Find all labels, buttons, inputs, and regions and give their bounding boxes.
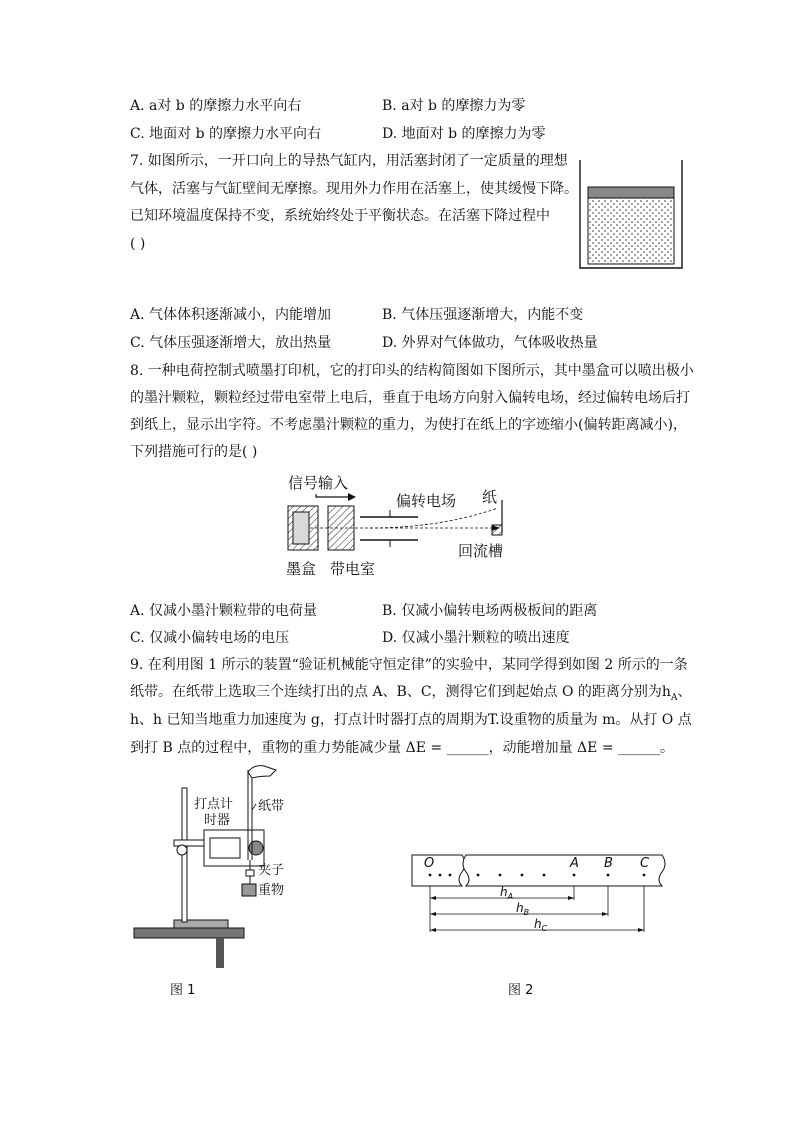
q9-line-4: 到打 B 点的过程中，重物的重力势能减少量 ΔE = ______，动能增加量 ΔE = ______。 xyxy=(130,740,675,756)
q7-line-3: 已知环境温度保持不变，系统始终处于平衡状态。在活塞下降过程中 xyxy=(130,208,550,224)
q8-option-c: C. 仅减小偏转电场的电压 xyxy=(130,630,290,646)
tape-label-hB: $h_B$ xyxy=(516,901,530,917)
figure-2-caption: 图 2 xyxy=(508,983,534,998)
q7-option-c: C. 气体压强逐渐增大，放出热量 xyxy=(130,335,332,351)
q9-line-2-wrap: 纸带。在纸带上选取三个连续打出的点 A、B、C，测得它们到起始点 O 的距离分别为$h_A$、 xyxy=(130,684,692,703)
weight xyxy=(242,884,256,896)
tape-label-O: O xyxy=(424,856,435,871)
q6-option-d: D. 地面对 b 的摩擦力为零 xyxy=(382,126,546,142)
q8-line-3: 到纸上，显示出字符。不考虑墨汁颗粒的重力，为使打在纸上的字迹缩小(偏转距离减小)， xyxy=(130,417,687,433)
q9-line-3: h、h 已知当地重力加速度为 g，打点计时器打点的周期为T.设重物的质量为 m。从打 O 点 xyxy=(130,712,692,728)
q6-option-a: A. a对 b 的摩擦力水平向右 xyxy=(130,98,302,114)
q8-option-d: D. 仅减小墨汁颗粒的喷出速度 xyxy=(382,630,570,646)
q7-option-b: B. 气体压强逐渐增大，内能不变 xyxy=(382,307,584,323)
label-weight: 重物 xyxy=(258,883,285,898)
q8-option-a: A. 仅减小墨汁颗粒带的电荷量 xyxy=(130,603,318,619)
q7-line-2: 气体，活塞与气缸壁间无摩擦。现用外力作用在活塞上，使其缓慢下降。 xyxy=(130,181,578,197)
q9-comma: 、 xyxy=(677,684,692,700)
gutter xyxy=(492,525,502,535)
q9-line-3-wrap xyxy=(130,710,692,730)
q8-option-b: B. 仅减小偏转电场两极板间的距离 xyxy=(382,603,598,619)
label-gutter: 回流槽 xyxy=(458,542,504,560)
label-ink: 墨盒 xyxy=(286,560,317,578)
q8-line-2: 的墨汁颗粒，颗粒经过带电室带上电后，垂直于电场方向射入偏转电场，经过偏转电场后打 xyxy=(130,390,690,406)
q8-printer-figure xyxy=(280,470,520,580)
q7-option-d: D. 外界对气体做功，气体吸收热量 xyxy=(382,335,598,351)
q7-line-4: ( ) xyxy=(130,236,146,252)
q6-option-c: C. 地面对 b 的摩擦力水平向右 xyxy=(130,126,321,142)
q7-option-a: A. 气体体积逐渐减小，内能增加 xyxy=(130,307,332,323)
q7-cylinder-figure xyxy=(576,160,686,272)
label-clip: 夹子 xyxy=(258,863,285,878)
tape-label-C: C xyxy=(640,856,650,871)
q9-line-1: 9. 在利用图 1 所示的装置“验证机械能守恒定律”的实验中，某同学得到如图 2 所示的一条 xyxy=(130,657,688,673)
q8-line-1: 8. 一种电荷控制式喷墨打印机，它的打印头的结构简图如下图所示，其中墨盒可以喷出极小 xyxy=(130,363,694,379)
label-tape: 纸带 xyxy=(258,799,285,814)
label-timer: 打点计 xyxy=(194,797,234,812)
tape-label-hA: $h_A$ xyxy=(500,885,514,901)
label-paper: 纸 xyxy=(482,488,498,506)
label-charge: 带电室 xyxy=(330,560,376,578)
q9-figure-1 xyxy=(130,760,300,1000)
q8-line-4: 下列措施可行的是( ) xyxy=(130,444,258,460)
label-deflect: 偏转电场 xyxy=(396,492,457,510)
figure-1-caption: 图 1 xyxy=(170,983,196,998)
q7-line-1: 7. 如图所示，一开口向上的导热气缸内，用活塞封闭了一定质量的理想 xyxy=(130,153,568,169)
stand-base xyxy=(134,928,244,938)
tape-strip xyxy=(412,855,465,886)
tape-label-B: B xyxy=(604,856,613,871)
q6-option-b: B. a对 b 的摩擦力为零 xyxy=(382,98,526,114)
tape-label-hC: $h_C$ xyxy=(534,917,548,933)
q9-figure-2 xyxy=(410,850,670,1000)
tape-label-A: A xyxy=(570,856,579,871)
cylinder-gas xyxy=(588,198,674,264)
label-timer-2: 时器 xyxy=(204,813,231,828)
label-signal: 信号输入 xyxy=(288,474,349,492)
piston xyxy=(588,187,674,198)
q9-line-2: 纸带。在纸带上选取三个连续打出的点 A、B、C，测得它们到起始点 O 的距离分别为h xyxy=(130,684,671,700)
